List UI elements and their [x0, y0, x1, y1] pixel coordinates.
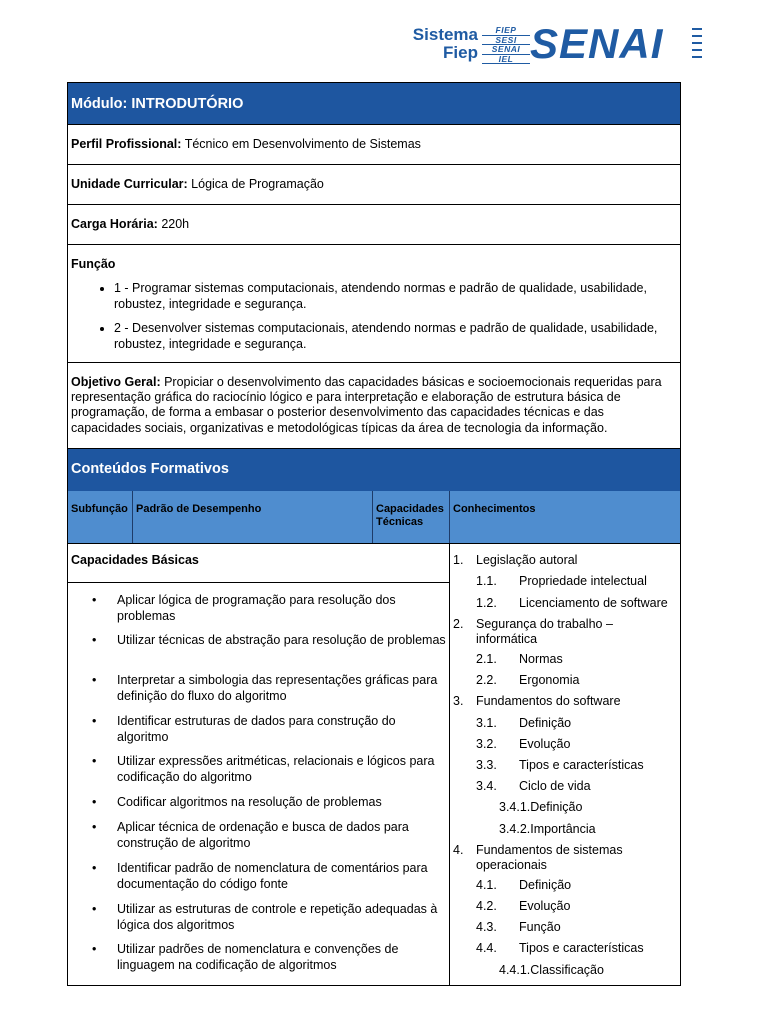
objetivo-label: Objetivo Geral:	[71, 375, 161, 389]
capacidades-basicas-title: Capacidades Básicas	[68, 543, 449, 583]
module-header: Módulo: INTRODUTÓRIO	[68, 83, 680, 125]
conhecimento-item: 4.2. Evolução	[476, 899, 571, 913]
capacidade-basica-item: • Codificar algoritmos na resolução de problemas	[117, 795, 447, 811]
logo-senai-wordmark: SENAI	[530, 20, 664, 67]
conhecimento-item: 3.4.1.Definição	[499, 800, 583, 814]
funcao-item: • 1 - Programar sistemas computacionais, atendendo normas e padrão de qualidade, usabilidade, robustez, integridade e segurança.	[114, 281, 674, 312]
conhecimento-item: 3.3. Tipos e características	[476, 758, 644, 772]
carga-value: 220h	[157, 217, 190, 231]
perfil-value: Técnico em Desenvolvimento de Sistemas	[181, 137, 421, 151]
conhecimento-item: 1.2. Licenciamento de software	[476, 596, 668, 610]
funcao-label: Função	[71, 257, 116, 271]
logo-bars-icon	[692, 28, 702, 63]
col-subfuncao: Subfunção	[71, 503, 128, 515]
conhecimento-item: 4.4.1.Classificação	[499, 963, 604, 977]
col-capacidades-tecnicas: Capacidades Técnicas	[372, 491, 449, 543]
conhecimento-item: 4.1. Definição	[476, 878, 572, 892]
conteudos-formativos-header: Conteúdos Formativos	[68, 449, 680, 491]
carga-horaria-row	[68, 205, 680, 245]
funcao-row	[68, 245, 680, 363]
conhecimento-item: 3.4. Ciclo de vida	[476, 779, 591, 793]
conhecimento-item: 2.2. Ergonomia	[476, 673, 580, 687]
col-conhecimentos: Conhecimentos	[449, 491, 680, 543]
conhecimento-item: 1.1. Propriedade intelectual	[476, 574, 647, 588]
objetivo-geral-row	[68, 363, 680, 449]
capacidade-basica-item: • Identificar padrão de nomenclatura de comentários para documentação do código fonte	[117, 861, 447, 892]
col-padrao-desempenho: Padrão de Desempenho	[132, 491, 372, 543]
funcao-item: • 2 - Desenvolver sistemas computacionais, atendendo normas e padrão de qualidade, usabilidade, robustez, integridade e segurança.	[114, 321, 674, 352]
capacidade-basica-item: • Identificar estruturas de dados para construção do algoritmo	[117, 714, 447, 745]
conhecimento-item: 4. Fundamentos de sistemas operacionais	[453, 843, 623, 872]
conhecimento-item: 3. Fundamentos do software	[453, 694, 621, 708]
capacidade-basica-item: • Utilizar expressões aritméticas, relacionais e lógicos para codificação do algoritmo	[117, 754, 447, 785]
conhecimento-item: 3.4.2.Importância	[499, 822, 596, 836]
carga-label: Carga Horária:	[71, 217, 158, 231]
capacidade-basica-item: • Aplicar lógica de programação para resolução dos problemas	[117, 593, 447, 624]
conhecimento-item: 2. Segurança do trabalho – informática	[453, 617, 613, 646]
capacidade-basica-item: • Utilizar as estruturas de controle e repetição adequadas à lógica dos algoritmos	[117, 902, 447, 933]
funcao-list	[68, 281, 680, 352]
conhecimento-item: 4.3. Função	[476, 920, 561, 934]
conhecimento-item: 2.1. Normas	[476, 652, 563, 666]
logo-sistema-fiep: Sistema Fiep	[412, 25, 478, 62]
capacidade-basica-item: • Utilizar padrões de nomenclatura e convenções de linguagem na codificação de algoritmos	[117, 942, 447, 973]
column-headers	[68, 491, 680, 544]
sistema-fiep-senai-logo	[408, 20, 704, 68]
perfil-label: Perfil Profissional:	[71, 137, 182, 151]
capacidade-basica-item: • Aplicar técnica de ordenação e busca de dados para construção de algoritmo	[117, 820, 447, 851]
unidade-label: Unidade Curricular:	[71, 177, 188, 191]
conhecimento-item: 3.1. Definição	[476, 716, 572, 730]
conhecimentos-list	[449, 543, 681, 986]
conhecimento-item: 1. Legislação autoral	[453, 553, 578, 567]
objetivo-value: Propiciar o desenvolvimento das capacidades básicas e socioemocionais requeridas para representação gráfica do raciocínio lógico e para interpretação e elaboração de estrutura básica de programação, de forma a embasar o posterior desenvolvimento das capacidades técnicas e das capacidades sociais, organizativas e metodológicas típicas da área de tecnologia da informação.	[71, 375, 662, 435]
capacidade-basica-item: • Interpretar a simbologia das representações gráficas para definição do fluxo do algoritmo	[117, 673, 447, 704]
capacidade-basica-item: • Utilizar técnicas de abstração para resolução de problemas	[117, 633, 447, 649]
unidade-curricular-row	[68, 165, 680, 205]
conhecimento-item: 3.2. Evolução	[476, 737, 571, 751]
conhecimento-item: 4.4. Tipos e características	[476, 941, 644, 955]
course-table	[67, 82, 681, 986]
perfil-profissional-row	[68, 125, 680, 165]
logo-small-entities: FIEP SESI SENAI IEL	[482, 26, 530, 64]
unidade-value: Lógica de Programação	[187, 177, 324, 191]
